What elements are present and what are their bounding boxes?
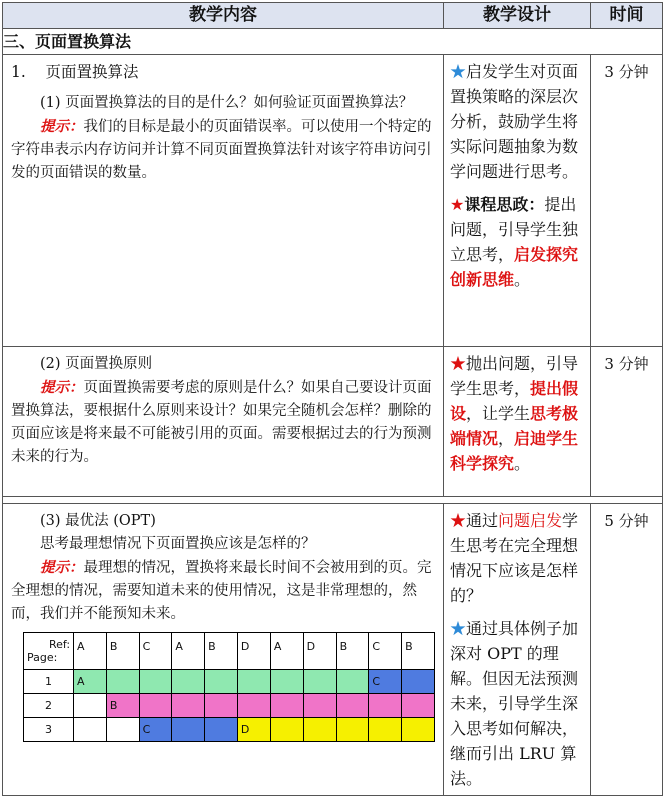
hint-paragraph (11, 376, 435, 469)
ref-cell: D (303, 633, 336, 670)
design-cell (444, 55, 591, 347)
frame-cell (106, 718, 139, 742)
table-row (3, 55, 663, 347)
header-time: 时间 (591, 3, 663, 29)
content-cell (3, 55, 444, 347)
time-cell: 3 分钟 (591, 347, 663, 497)
frame-cell (237, 694, 270, 718)
frame-cell (303, 718, 336, 742)
design-paragraph (450, 192, 586, 292)
frame-cell (172, 670, 205, 694)
design-text: ， (498, 429, 515, 448)
frame-cell: A (74, 670, 107, 694)
frame-label: 2 (24, 694, 74, 718)
time-cell: 3 分钟 (591, 55, 663, 347)
section-title: 三、页面置换算法 (3, 29, 663, 55)
table-header-row (3, 3, 663, 29)
frame-cell (336, 694, 369, 718)
design-red-text: 问题启发 (498, 511, 563, 530)
question-text-2: 思考最理想情况下页面置换应该是怎样的？ (40, 536, 316, 552)
question-text: (3) 最优法 (OPT) (40, 513, 156, 529)
page-reference-table (23, 632, 435, 742)
ref-cell: B (106, 633, 139, 670)
design-text: 通过具体例子加深对 OPT 的理解。但因无法预测未来，引导学生深入思考如何解决，继而引出 LRU 算法。 (450, 619, 579, 788)
red-star-icon: ★ (450, 511, 467, 530)
frame-row (24, 694, 435, 718)
frame-cell (237, 670, 270, 694)
frame-cell: D (237, 718, 270, 742)
frame-cell: C (369, 670, 402, 694)
frame-cell (303, 670, 336, 694)
frame-cell (270, 694, 303, 718)
design-paragraph (450, 59, 586, 184)
ref-cell: D (237, 633, 270, 670)
design-red-text: 启发探究创新思维 (450, 245, 579, 289)
ref-cell: C (139, 633, 172, 670)
hint-paragraph (11, 115, 435, 185)
blue-star-icon: ★ (450, 62, 467, 81)
design-paragraph (450, 351, 586, 476)
frame-cell (74, 718, 107, 742)
frame-cell (303, 694, 336, 718)
hint-text: 页面置换需要考虑的原则是什么？如果自己要设计页面置换算法，要根据什么原则来设计？如果完全随机会怎样？删除的页面应该是将来最不可能被引用的页面。需要根据过去的行为预测未来的行为。 (11, 380, 432, 465)
design-cell (444, 504, 591, 796)
frame-cell (205, 670, 238, 694)
table-row (3, 504, 663, 796)
frame-cell (369, 694, 402, 718)
header-content: 教学内容 (3, 3, 444, 29)
frame-cell (270, 670, 303, 694)
design-text: 学生思考在完全理想情况下应该是怎样的？ (450, 511, 579, 605)
frame-cell (139, 670, 172, 694)
design-red-text: 思考极端情况 (450, 404, 579, 448)
red-star-icon: ★ (450, 195, 465, 214)
design-red-text: 提出假设 (450, 379, 579, 423)
frame-cell (172, 694, 205, 718)
hint-label: 提示： (40, 118, 84, 135)
page-label: Page: (27, 651, 58, 664)
design-text: 通过 (466, 511, 499, 530)
ref-header-row (24, 633, 435, 670)
question-text: (2) 页面置换原则 (40, 356, 153, 372)
design-text-end: 。 (514, 270, 531, 289)
ref-label: Ref: (48, 638, 71, 651)
lesson-plan-table (2, 2, 663, 796)
design-red-text: 启迪学生科学探究 (450, 429, 579, 473)
section-row (3, 29, 663, 55)
content-cell (3, 504, 444, 796)
frame-cell (336, 718, 369, 742)
header-design: 教学设计 (444, 3, 591, 29)
table-row (3, 347, 663, 497)
question-text: (1) 页面置换算法的目的是什么？如何验证页面置换算法？ (40, 95, 414, 111)
content-cell (3, 347, 444, 497)
ref-cell: B (336, 633, 369, 670)
row-separator (3, 497, 663, 504)
frame-cell (74, 694, 107, 718)
frame-label: 1 (24, 670, 74, 694)
frame-cell (270, 718, 303, 742)
frame-cell: C (139, 718, 172, 742)
hint-paragraph (11, 556, 435, 626)
ref-cell: A (270, 633, 303, 670)
blue-star-icon: ★ (450, 619, 467, 638)
design-paragraph (450, 508, 586, 608)
ref-cell: A (74, 633, 107, 670)
frame-cell (205, 694, 238, 718)
red-star-icon: ★ (450, 354, 467, 373)
frame-row (24, 670, 435, 694)
ref-page-header (24, 633, 74, 670)
frame-cell: B (106, 694, 139, 718)
frame-cell (172, 718, 205, 742)
hint-label: 提示： (40, 559, 84, 576)
design-text: ，让学生 (466, 404, 531, 423)
frame-cell (369, 718, 402, 742)
frame-label: 3 (24, 718, 74, 742)
ref-cell: B (205, 633, 238, 670)
frame-cell (402, 718, 435, 742)
hint-label: 提示： (40, 379, 84, 396)
design-cell (444, 347, 591, 497)
frame-row (24, 718, 435, 742)
row-heading: 1. 页面置换算法 (11, 63, 139, 81)
ref-cell: B (402, 633, 435, 670)
ref-cell: C (369, 633, 402, 670)
design-text: 提出问题，引导学生独立思考， (450, 195, 579, 264)
hint-text: 最理想的情况，置换将来最长时间不会被用到的页。完全理想的情况，需要知道未来的使用情况，这是非常理想的，然而，我们并不能预知未来。 (11, 560, 432, 622)
hint-text: 我们的目标是最小的页面错误率。可以使用一个特定的字符串表示内存访问并计算不同页面置换算法针对该字符串访问引发的页面错误的数量。 (11, 119, 432, 181)
design-text: 抛出问题，引导学生思考， (450, 354, 579, 398)
design-paragraph (450, 616, 586, 791)
frame-cell (336, 670, 369, 694)
frame-cell (139, 694, 172, 718)
frame-cell (106, 670, 139, 694)
frame-cell (402, 670, 435, 694)
ref-cell: A (172, 633, 205, 670)
time-cell: 5 分钟 (591, 504, 663, 796)
design-bold-label: 课程思政： (464, 195, 545, 214)
frame-cell (205, 718, 238, 742)
frame-cell (402, 694, 435, 718)
design-text: 启发学生对页面置换策略的深层次分析，鼓励学生将实际问题抽象为数学问题进行思考。 (450, 62, 579, 181)
design-text-end: 。 (514, 454, 531, 473)
